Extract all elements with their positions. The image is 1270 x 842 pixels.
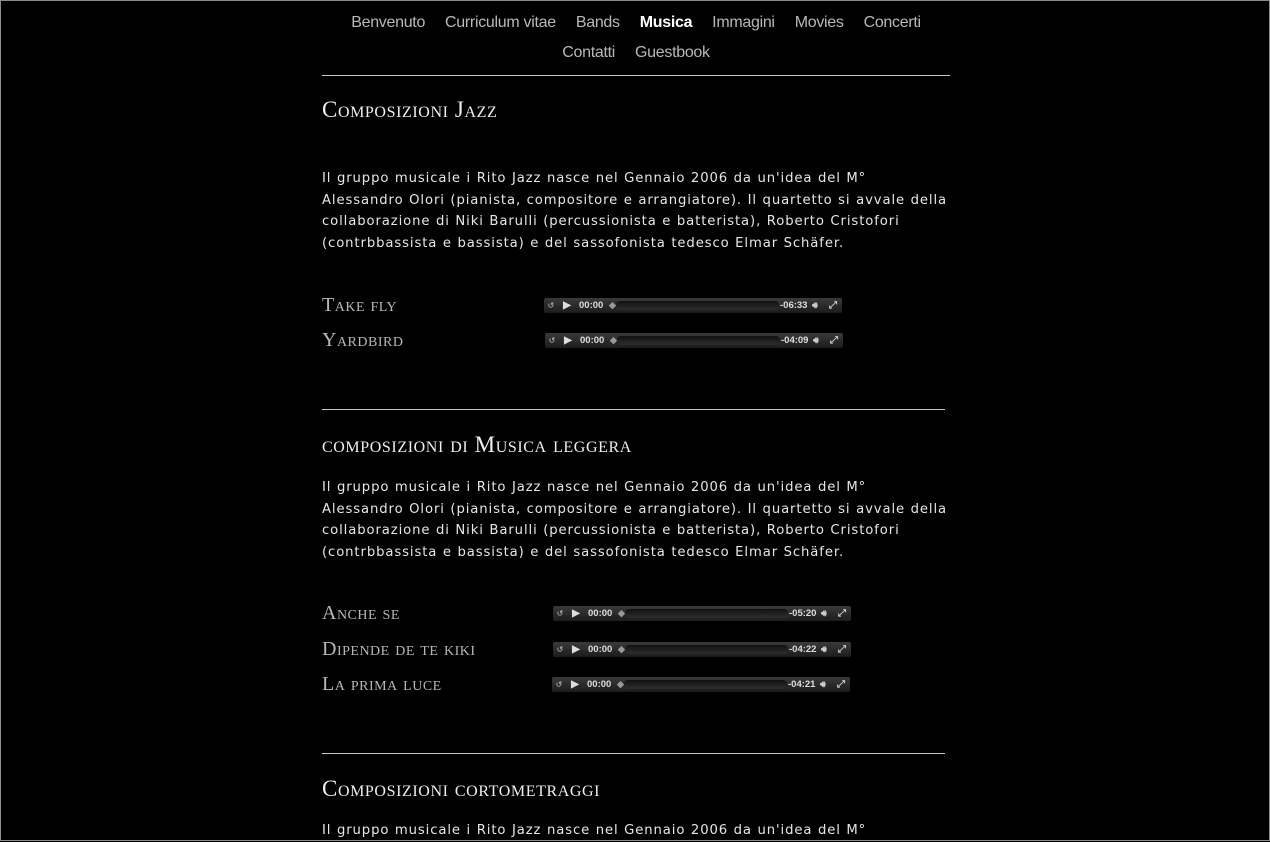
- play-icon[interactable]: ▶: [572, 608, 580, 619]
- current-time: 00:00: [588, 608, 613, 619]
- audio-player[interactable]: [544, 298, 842, 313]
- nav-link-immagini[interactable]: Immagini: [712, 14, 775, 31]
- rewind-icon[interactable]: ↺: [555, 680, 563, 689]
- play-icon[interactable]: ▶: [563, 300, 571, 311]
- playhead-icon[interactable]: ◆: [618, 644, 625, 654]
- track-title: Yardbird: [322, 329, 404, 351]
- playhead-icon[interactable]: ◆: [618, 608, 625, 618]
- current-time: 00:00: [580, 335, 605, 346]
- section-divider: [322, 409, 945, 410]
- rewind-icon[interactable]: ↺: [556, 645, 564, 654]
- fullscreen-icon[interactable]: ⤢: [837, 679, 845, 690]
- volume-icon[interactable]: 🔊︎: [812, 300, 818, 310]
- volume-icon[interactable]: 🔊︎: [821, 608, 827, 618]
- section-body-cortometraggi: Il gruppo musicale i Rito Jazz nasce nel Gennaio 2006 da un'idea del M°: [322, 823, 867, 838]
- nav-link-benvenuto[interactable]: Benvenuto: [351, 14, 426, 31]
- section-title-cortometraggi: Composizioni cortometraggi: [322, 776, 601, 801]
- progress-slider[interactable]: [625, 645, 788, 654]
- section-title-jazz: Composizioni Jazz: [322, 97, 498, 122]
- play-icon[interactable]: ▶: [571, 679, 579, 690]
- nav-row-1: [322, 8, 950, 38]
- nav-row-2: [322, 38, 950, 68]
- current-time: 00:00: [588, 644, 613, 655]
- fullscreen-icon[interactable]: ⤢: [838, 608, 846, 619]
- remaining-time: -04:21: [788, 679, 816, 690]
- track-title: Anche se: [322, 602, 400, 624]
- main-navigation: [322, 8, 950, 68]
- audio-player[interactable]: [553, 642, 851, 657]
- nav-link-bands[interactable]: Bands: [575, 14, 620, 31]
- section-title-musica-leggera: composizioni di Musica leggera: [322, 432, 632, 457]
- section-divider: [322, 753, 945, 754]
- current-time: 00:00: [587, 679, 612, 690]
- section-body-jazz: Il gruppo musicale i Rito Jazz nasce nel Gennaio 2006 da un'idea del M° Alessandro Olori (pianista, compositore e arrangiatore). Il quartetto si avvale della collaborazione di Niki Barulli (percussionista e batterista), Roberto Cristofori (contrbbassista e bassista) e del sassofonista tedesco Elmar Schäfer.: [322, 171, 948, 252]
- playhead-icon[interactable]: ◆: [617, 679, 624, 689]
- nav-divider: [322, 75, 950, 76]
- progress-slider[interactable]: [617, 336, 780, 345]
- nav-link-movies[interactable]: Movies: [794, 14, 844, 31]
- nav-link-curriculum-vitae[interactable]: Curriculum vitae: [445, 14, 556, 31]
- volume-icon[interactable]: 🔊︎: [813, 335, 819, 345]
- playhead-icon[interactable]: ◆: [610, 335, 617, 345]
- audio-player[interactable]: [552, 677, 850, 692]
- playhead-icon[interactable]: ◆: [609, 300, 616, 310]
- volume-icon[interactable]: 🔊︎: [820, 679, 826, 689]
- fullscreen-icon[interactable]: ⤢: [838, 644, 846, 655]
- progress-slider[interactable]: [624, 680, 787, 689]
- nav-link-concerti[interactable]: Concerti: [863, 14, 921, 31]
- play-icon[interactable]: ▶: [564, 335, 572, 346]
- remaining-time: -06:33: [780, 300, 808, 311]
- audio-player[interactable]: [553, 606, 851, 621]
- rewind-icon[interactable]: ↺: [547, 301, 555, 310]
- fullscreen-icon[interactable]: ⤢: [830, 335, 838, 346]
- section-body-musica-leggera: Il gruppo musicale i Rito Jazz nasce nel Gennaio 2006 da un'idea del M° Alessandro Olori (pianista, compositore e arrangiatore). Il quartetto si avvale della collaborazione di Niki Barulli (percussionista e batterista), Roberto Cristofori (contrbbassista e bassista) e del sassofonista tedesco Elmar Schäfer.: [322, 480, 948, 561]
- remaining-time: -04:22: [789, 644, 817, 655]
- progress-slider[interactable]: [625, 609, 788, 618]
- track-title: La prima luce: [322, 673, 442, 695]
- nav-link-contatti[interactable]: Contatti: [562, 44, 616, 61]
- nav-link-guestbook[interactable]: Guestbook: [635, 44, 710, 61]
- rewind-icon[interactable]: ↺: [556, 609, 564, 618]
- play-icon[interactable]: ▶: [572, 644, 580, 655]
- remaining-time: -04:09: [781, 335, 809, 346]
- remaining-time: -05:20: [789, 608, 817, 619]
- fullscreen-icon[interactable]: ⤢: [829, 300, 837, 311]
- track-title: Dipende de te kiki: [322, 638, 476, 660]
- rewind-icon[interactable]: ↺: [548, 336, 556, 345]
- progress-slider[interactable]: [616, 301, 779, 310]
- current-time: 00:00: [579, 300, 604, 311]
- volume-icon[interactable]: 🔊︎: [821, 644, 827, 654]
- track-title: Take fly: [322, 294, 398, 316]
- audio-player[interactable]: [545, 333, 843, 348]
- nav-link-musica[interactable]: Musica: [639, 14, 693, 31]
